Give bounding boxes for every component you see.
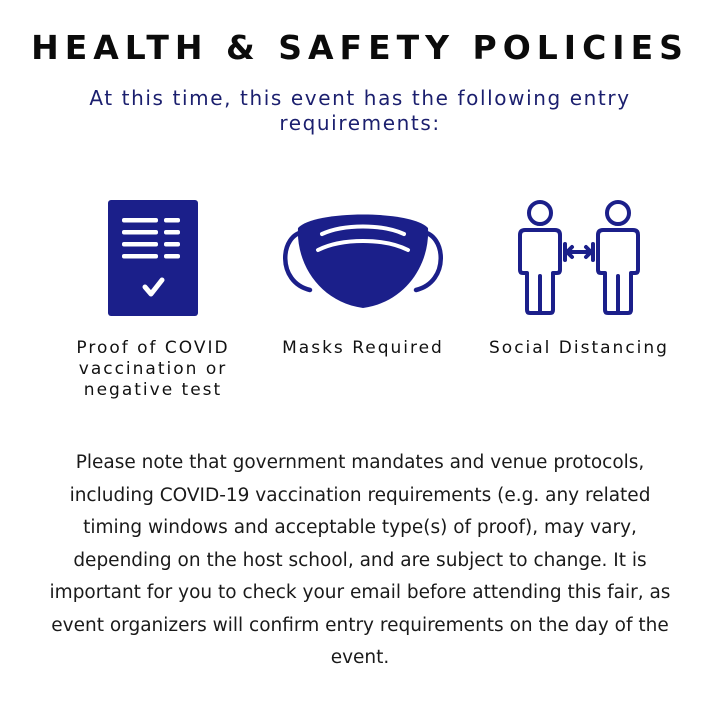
page-subtitle: At this time, this event has the following entry requirements: <box>89 86 631 135</box>
requirement-label: Masks Required <box>282 338 444 358</box>
requirement-masks <box>258 195 468 359</box>
page-title: HEALTH & SAFETY POLICIES <box>31 28 689 67</box>
requirement-vaccination <box>48 195 258 401</box>
policy-notice: Please note that government mandates and venue protocols, including COVID-19 vaccination requirements (e.g. any related timing windows and acceptable type(s) of proof), may vary, depending on the host school, and are subject to change. It is important for you to check your email before attending this fair, as event organizers will confirm entry requirements on the day of the event. <box>49 452 671 668</box>
face-mask-icon <box>274 204 452 312</box>
social-distancing-icon <box>504 200 654 316</box>
requirement-distancing <box>474 195 684 359</box>
requirement-label: Proof of COVID vaccination or negative test <box>76 338 230 400</box>
document-check-icon <box>108 200 198 316</box>
requirement-label: Social Distancing <box>489 338 669 358</box>
